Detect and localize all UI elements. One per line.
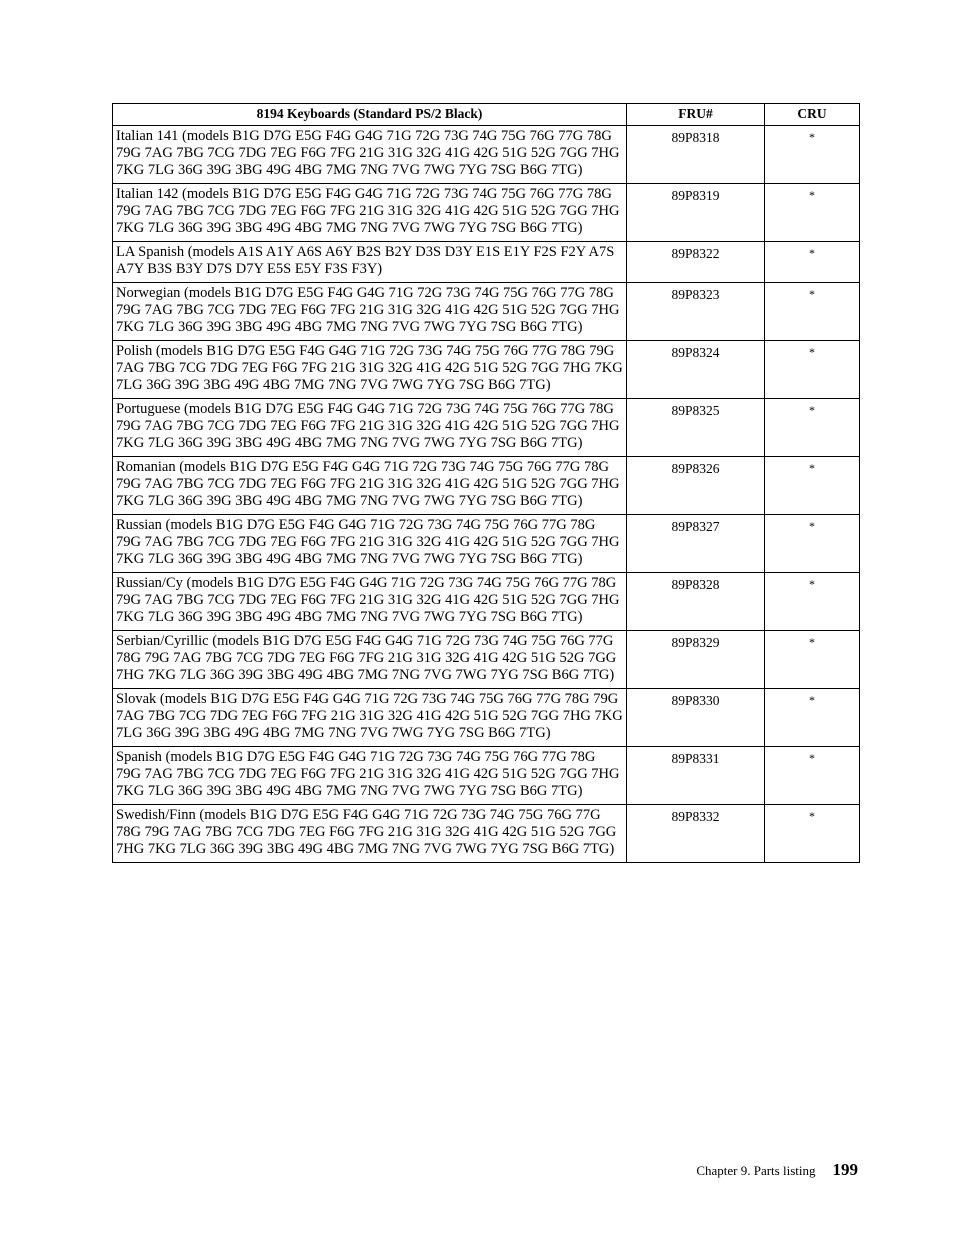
table-row [113,242,860,283]
row-fru-number: 89P8329 [627,631,765,689]
row-fru-number: 89P8318 [627,126,765,184]
row-cru-mark: * [765,689,860,747]
row-cru-mark: * [765,805,860,863]
row-description: Russian (models B1G D7G E5G F4G G4G 71G 72G 73G 74G 75G 76G 77G 78G 79G 7AG 7BG 7CG 7DG 7EG F6G 7FG 21G 31G 32G 41G 42G 51G 52G 7GG 7HG 7KG 7LG 36G 39G 3BG 49G 4BG 7MG 7NG 7VG 7WG 7YG 7SG B6G 7TG) [113,515,627,573]
row-description: Swedish/Finn (models B1G D7G E5G F4G G4G 71G 72G 73G 74G 75G 76G 77G 78G 79G 7AG 7BG 7CG 7DG 7EG F6G 7FG 21G 31G 32G 41G 42G 51G 52G 7GG 7HG 7KG 7LG 36G 39G 3BG 49G 4BG 7MG 7NG 7VG 7WG 7YG 7SG B6G 7TG) [113,805,627,863]
row-fru-number: 89P8325 [627,399,765,457]
table-row [113,805,860,863]
row-cru-mark: * [765,126,860,184]
row-fru-number: 89P8323 [627,283,765,341]
table-row [113,457,860,515]
row-fru-number: 89P8330 [627,689,765,747]
row-fru-number: 89P8322 [627,242,765,283]
chapter-title: Chapter 9. Parts listing [696,1163,816,1178]
page-footer [696,1160,858,1180]
table-row [113,341,860,399]
row-fru-number: 89P8327 [627,515,765,573]
row-fru-number: 89P8319 [627,184,765,242]
row-description: LA Spanish (models A1S A1Y A6S A6Y B2S B2Y D3S D3Y E1S E1Y F2S F2Y A7S A7Y B3S B3Y D7S D7Y E5S E5Y F3S F3Y) [113,242,627,283]
row-cru-mark: * [765,283,860,341]
table-header-row [113,104,860,126]
row-cru-mark: * [765,573,860,631]
keyboard-parts-table [112,103,860,863]
table-row [113,283,860,341]
row-cru-mark: * [765,457,860,515]
header-fru: FRU# [627,104,765,126]
row-description: Polish (models B1G D7G E5G F4G G4G 71G 72G 73G 74G 75G 76G 77G 78G 79G 7AG 7BG 7CG 7DG 7EG F6G 7FG 21G 31G 32G 41G 42G 51G 52G 7GG 7HG 7KG 7LG 36G 39G 3BG 49G 4BG 7MG 7NG 7VG 7WG 7YG 7SG B6G 7TG) [113,341,627,399]
row-description: Italian 142 (models B1G D7G E5G F4G G4G 71G 72G 73G 74G 75G 76G 77G 78G 79G 7AG 7BG 7CG 7DG 7EG F6G 7FG 21G 31G 32G 41G 42G 51G 52G 7GG 7HG 7KG 7LG 36G 39G 3BG 49G 4BG 7MG 7NG 7VG 7WG 7YG 7SG B6G 7TG) [113,184,627,242]
row-description: Norwegian (models B1G D7G E5G F4G G4G 71G 72G 73G 74G 75G 76G 77G 78G 79G 7AG 7BG 7CG 7DG 7EG F6G 7FG 21G 31G 32G 41G 42G 51G 52G 7GG 7HG 7KG 7LG 36G 39G 3BG 49G 4BG 7MG 7NG 7VG 7WG 7YG 7SG B6G 7TG) [113,283,627,341]
row-cru-mark: * [765,242,860,283]
table-row [113,573,860,631]
row-cru-mark: * [765,184,860,242]
row-description: Russian/Cy (models B1G D7G E5G F4G G4G 71G 72G 73G 74G 75G 76G 77G 78G 79G 7AG 7BG 7CG 7DG 7EG F6G 7FG 21G 31G 32G 41G 42G 51G 52G 7GG 7HG 7KG 7LG 36G 39G 3BG 49G 4BG 7MG 7NG 7VG 7WG 7YG 7SG B6G 7TG) [113,573,627,631]
row-fru-number: 89P8326 [627,457,765,515]
page-number: 199 [832,1160,858,1179]
table-row [113,515,860,573]
row-fru-number: 89P8332 [627,805,765,863]
table-row [113,126,860,184]
row-fru-number: 89P8324 [627,341,765,399]
header-description: 8194 Keyboards (Standard PS/2 Black) [113,104,627,126]
row-description: Serbian/Cyrillic (models B1G D7G E5G F4G G4G 71G 72G 73G 74G 75G 76G 77G 78G 79G 7AG 7BG 7CG 7DG 7EG F6G 7FG 21G 31G 32G 41G 42G 51G 52G 7GG 7HG 7KG 7LG 36G 39G 3BG 49G 4BG 7MG 7NG 7VG 7WG 7YG 7SG B6G 7TG) [113,631,627,689]
table-row [113,689,860,747]
row-fru-number: 89P8328 [627,573,765,631]
row-cru-mark: * [765,631,860,689]
row-cru-mark: * [765,747,860,805]
table-row [113,747,860,805]
header-cru: CRU [765,104,860,126]
table-row [113,184,860,242]
table-row [113,399,860,457]
row-cru-mark: * [765,515,860,573]
row-cru-mark: * [765,341,860,399]
row-description: Spanish (models B1G D7G E5G F4G G4G 71G 72G 73G 74G 75G 76G 77G 78G 79G 7AG 7BG 7CG 7DG 7EG F6G 7FG 21G 31G 32G 41G 42G 51G 52G 7GG 7HG 7KG 7LG 36G 39G 3BG 49G 4BG 7MG 7NG 7VG 7WG 7YG 7SG B6G 7TG) [113,747,627,805]
row-description: Romanian (models B1G D7G E5G F4G G4G 71G 72G 73G 74G 75G 76G 77G 78G 79G 7AG 7BG 7CG 7DG 7EG F6G 7FG 21G 31G 32G 41G 42G 51G 52G 7GG 7HG 7KG 7LG 36G 39G 3BG 49G 4BG 7MG 7NG 7VG 7WG 7YG 7SG B6G 7TG) [113,457,627,515]
table-row [113,631,860,689]
row-fru-number: 89P8331 [627,747,765,805]
row-description: Slovak (models B1G D7G E5G F4G G4G 71G 72G 73G 74G 75G 76G 77G 78G 79G 7AG 7BG 7CG 7DG 7EG F6G 7FG 21G 31G 32G 41G 42G 51G 52G 7GG 7HG 7KG 7LG 36G 39G 3BG 49G 4BG 7MG 7NG 7VG 7WG 7YG 7SG B6G 7TG) [113,689,627,747]
row-description: Italian 141 (models B1G D7G E5G F4G G4G 71G 72G 73G 74G 75G 76G 77G 78G 79G 7AG 7BG 7CG 7DG 7EG F6G 7FG 21G 31G 32G 41G 42G 51G 52G 7GG 7HG 7KG 7LG 36G 39G 3BG 49G 4BG 7MG 7NG 7VG 7WG 7YG 7SG B6G 7TG) [113,126,627,184]
row-description: Portuguese (models B1G D7G E5G F4G G4G 71G 72G 73G 74G 75G 76G 77G 78G 79G 7AG 7BG 7CG 7DG 7EG F6G 7FG 21G 31G 32G 41G 42G 51G 52G 7GG 7HG 7KG 7LG 36G 39G 3BG 49G 4BG 7MG 7NG 7VG 7WG 7YG 7SG B6G 7TG) [113,399,627,457]
row-cru-mark: * [765,399,860,457]
